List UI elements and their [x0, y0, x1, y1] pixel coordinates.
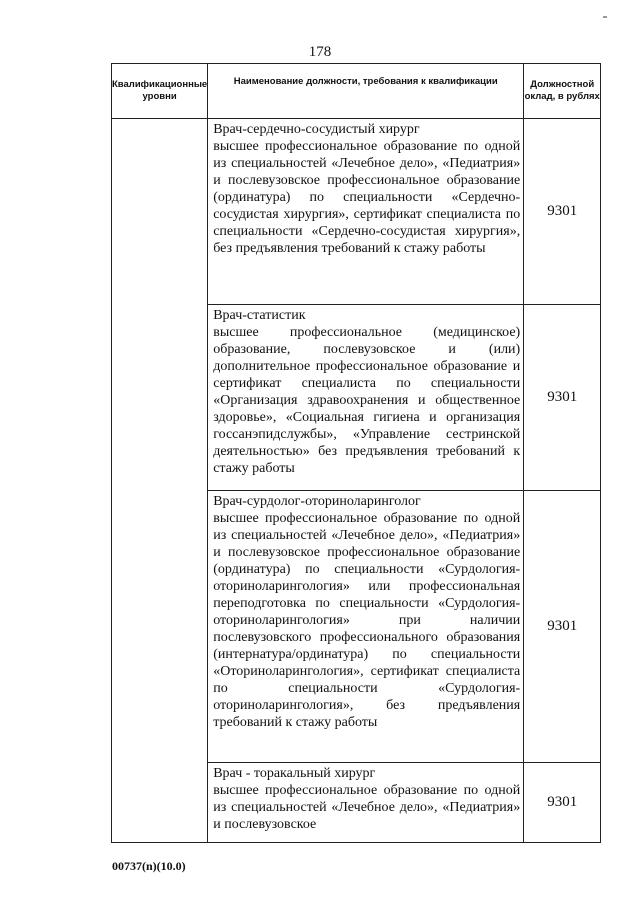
position-title: Врач-статистик: [213, 308, 306, 323]
header-salary: Должностной оклад, в рублях: [524, 64, 601, 119]
position-title: Врач-сурдолог-оториноларинголог: [213, 494, 421, 509]
position-cell: [208, 491, 524, 763]
salary-cell: 9301: [524, 305, 601, 491]
salary-cell: 9301: [524, 491, 601, 763]
salary-cell: 9301: [524, 763, 601, 843]
position-cell: [208, 305, 524, 491]
header-position-requirements: Наименование должности, требования к квалификации: [208, 64, 524, 119]
position-title: Врач-сердечно-сосудистый хирург: [213, 122, 420, 137]
header-qualification-levels: Квалификационные уровни: [112, 64, 208, 119]
position-cell: [208, 763, 524, 843]
table-row: [112, 119, 601, 305]
position-requirements: высшее профессиональное образование по одной из специальностей «Лечебное дело», «Педиатрия» и послевузовское профессиональное образование (ординатура) по специальности «Сердечно-сосудистая хирургия», сертификат специалиста по специальности «Сердечно-сосудистая хирургия», без предъявления требований к стажу работы: [213, 139, 521, 256]
scan-artifact: [603, 16, 607, 18]
position-title: Врач - торакальный хирург: [213, 766, 376, 781]
position-requirements: высшее профессиональное образование по одной из специальностей «Лечебное дело», «Педиатрия» и послевузовское: [213, 783, 521, 832]
position-requirements: высшее профессиональное (медицинское) образование, послевузовское и (или) дополнительное профессиональное образование и сертификат специалиста по специальности «Организация здравоохранения и общественное здоровье», «Социальная гигиена и организация госсанэпидслужбы», «Управление сестринской деятельностью» без предъявления требований к стажу работы: [213, 325, 521, 476]
document-code: 00737(n)(10.0): [112, 859, 186, 873]
position-cell: [208, 119, 524, 305]
table-header-row: [112, 64, 601, 119]
qualification-table: [111, 63, 601, 843]
salary-cell: 9301: [524, 119, 601, 305]
qualification-level-cell: [112, 119, 208, 843]
position-requirements: высшее профессиональное образование по одной из специальностей «Лечебное дело», «Педиатрия» и послевузовское профессиональное образование (ординатура) по специальности «Сурдология-оториноларингология» или профессиональная переподготовка по специальности «Сурдология-оториноларингология» при наличии послевузовского профессионального образования (интернатура/ординатура) по специальности «Оториноларингология», сертификат специалиста по специальности «Сурдология-оториноларингология», без предъявления требований к стажу работы: [213, 511, 521, 730]
page-number: 178: [308, 44, 332, 60]
